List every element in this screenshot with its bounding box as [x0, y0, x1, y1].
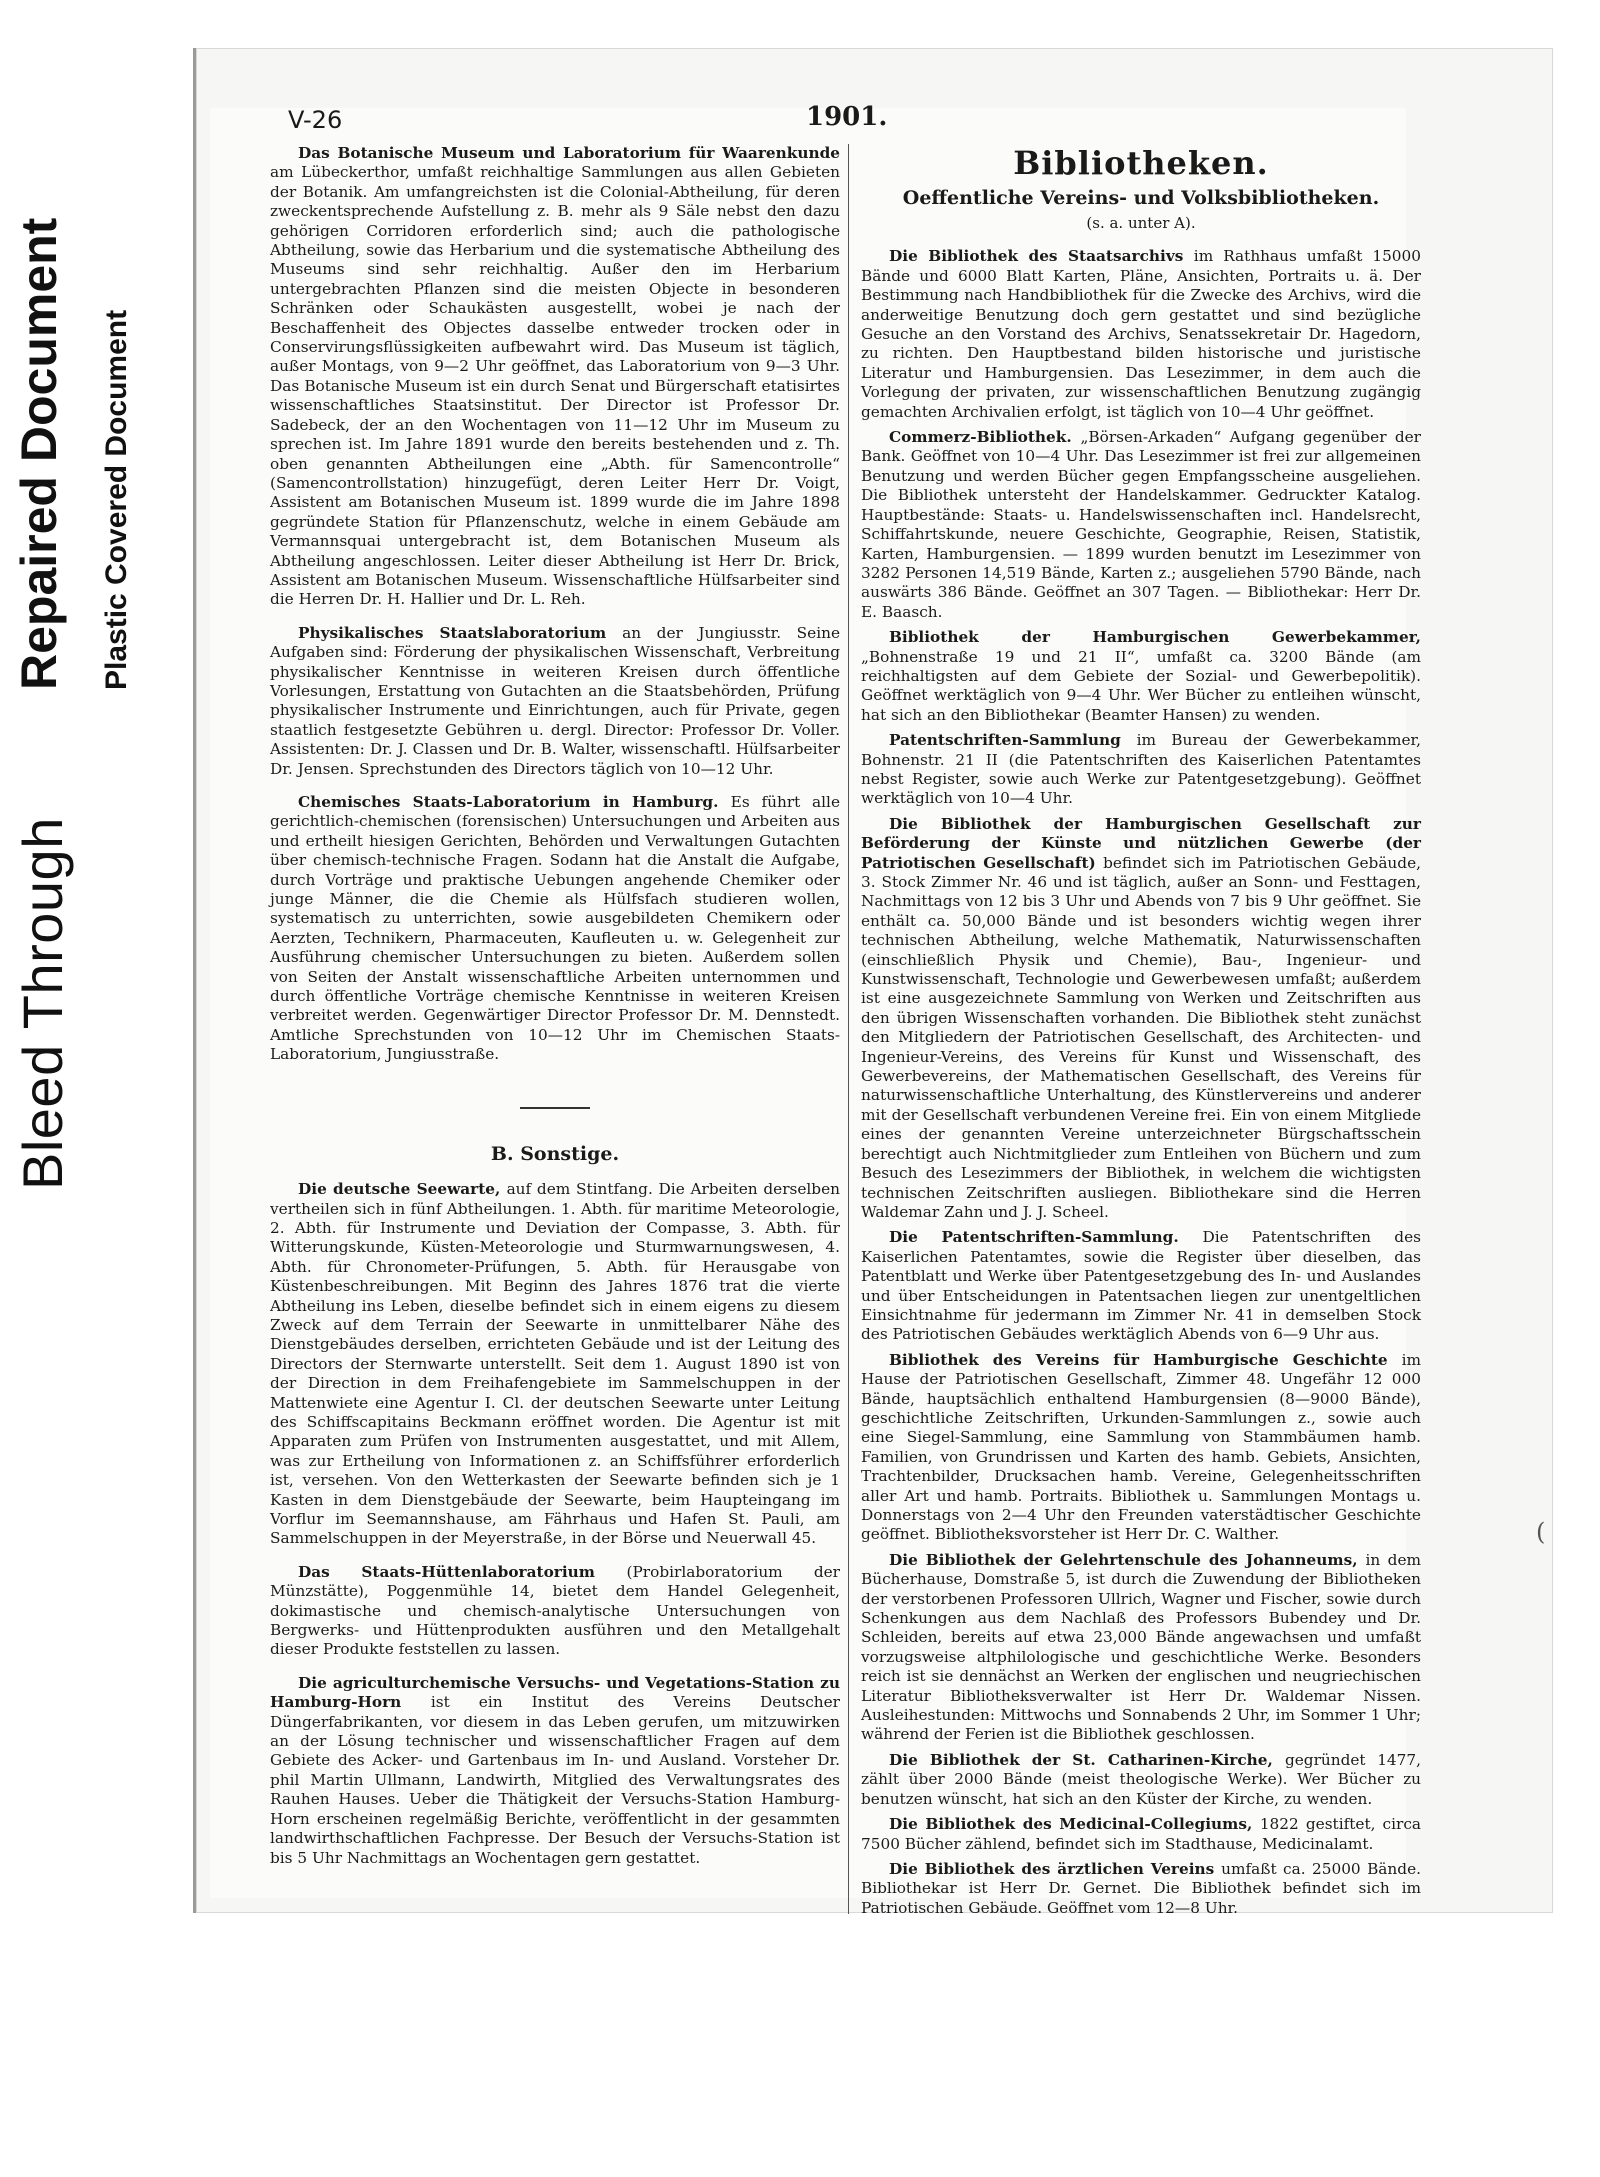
entry-title: Chemisches Staats-Laboratorium in Hamburg. [298, 793, 731, 811]
left-column [270, 144, 840, 1882]
entry-text: auf dem Stintfang. Die Arbeiten derselben vertheilen sich in fünf Abtheilungen. 1. Abth. für maritime Meteorologie, 2. Abth. für Instrumente und Deviation der Compasse, 3. Abth. für Witterungskunde, Küsten-Meteorologie und Sturmwarnungswesen, 4. Abth. für Chronometer-Prüfungen, 5. Abth. für Herausgabe von Küstenbeschreibungen. Mit Beginn des Jahres 1876 trat die vierte Abtheilung ins Leben, dieselbe befindet sich in einem eigens zu diesem Zweck auf dem Terrain der Seewarte in unmittelbarer Nähe des Dienstgebäudes derselben, errichteten Gebäude und ist der Leitung des Directors der Sternwarte unterstellt. Seit dem 1. August 1890 ist von der Direction in dem Freihafengebiete im Sammelschuppen in der Mattenwiete eine Agentur I. Cl. der deutschen Seewarte unter Leitung des Schiffscapitains Beckmann eröffnet worden. Die Agentur ist mit Apparaten zum Prüfen von Instrumenten ausgestattet, und mit Allem, was zur Ertheilung von Informationen z. an Schiffsführer erforderlich ist, versehen. Von den Wetterkasten der Seewarte befinden sich je 1 Kasten in dem Dienstgebäude der Seewarte, beim Haupteingang im Vorflur im Seemannshause, am Fährhaus und Hafen St. Pauli, am Sammelschuppen in der Meyerstraße, in der Börse und Neuerwall 45. [270, 1180, 840, 1548]
entry-title: Die Bibliothek des Medicinal-Collegiums, [889, 1815, 1260, 1834]
scanned-page [193, 48, 1553, 1917]
entry-seewarte [270, 1180, 840, 1549]
entry-text: „Börsen-Arkaden“ Aufgang gegenüber der Bank. Geöffnet von 10—4 Uhr. Das Lesezimmer ist frei zur allgemeinen Benutzung und werden Bücher gegen Empfangsscheine ausgeliehen. Die Bibliothek untersteht der Handelskammer. Gedruckter Katalog. Hauptbestände: Staats- u. Handelswissenschaften incl. Handelsrecht, Schiffahrtskunde, neuere Geschichte, Geographie, Reisen, Statistik, Karten, Hamburgensien. — 1899 wurden benutzt im Lesezimmer von 3282 Personen 14,519 Bände, Karten z.; ausgeliehen 5790 Bände, nach auswärts 386 Bände. Geöffnet an 307 Tagen. — Bibliothekar: Herr Dr. E. Baasch. [861, 428, 1421, 621]
entry-text: im Hause der Patriotischen Gesellschaft, Zimmer 48. Ungefähr 12 000 Bände, hauptsächlich enthaltend Hamburgensien (8—9000 Bände), geschichtliche Zeitschriften, Urkunden-Sammlungen z., sowie auch eine Siegel-Sammlung, eine Sammlung von Stammbäumen hamb. Familien, von Grundrissen und Karten des hamb. Gebiets, Ansichten, Trachtenbilder, Drucksachen hamb. Vereine, Gelegenheitsschriften aller Art und hamb. Portraits. Bibliothek u. Sammlungen Montags u. Donnerstags von 2—4 Uhr den Freunden vaterstädtischer Geschichte geöffnet. Bibliotheksvorsteher ist Herr Dr. C. Walther. [861, 1350, 1421, 1544]
stamp-repaired-document: Repaired Document [11, 217, 67, 690]
entry-text: in dem Bücherhause, Domstraße 5, ist durch die Zuwendung der Bibliotheken der verstorbenen Professoren Ullrich, Wagner und Fischer, sowie durch Schenkungen aus dem Nachlaß des Professors Bubendey und Dr. Schleiden, bereits auf etwa 23,000 Bände angewachsen und umfaßt vorzugsweise altphilologische und geschichtliche Werke. Besonders reich ist sie dennächst an Werken der englischen und neugriechischen Literatur Bibliotheksverwalter ist Herr Dr. Waldemar Nissen. Ausleihestunden: Mittwochs und Sonnabends 2 Uhr, im Sommer 1 Uhr; während der Ferien ist die Bibliothek geschlossen. [861, 1550, 1421, 1744]
entry-botanical-museum [270, 144, 840, 610]
right-column [861, 144, 1421, 1924]
page-year: 1901. [806, 102, 888, 132]
entry-text: im Rathhaus umfaßt 15000 Bände und 6000 Blatt Karten, Pläne, Ansichten, Portraits u. ä. Der Bestimmung nach Handbibliothek für die Zwecke des Archivs, wird die anderweitige Benutzung doch gern gestattet und sind bezügliche Gesuche an den Vorstand des Archivs, Senatssekretair Dr. Hagedorn, zu richten. Den Hauptbestand bilden historische und juristische Literatur und Hamburgensien. Das Lesezimmer, in dem auch die Vorlegung der privaten, zur wissenschaftlichen Benutzung zugängig gemachten Archivalien erfolgt, ist täglich von 10—4 Uhr geöffnet. [861, 247, 1422, 421]
entry-text: Die Patentschriften des Kaiserlichen Patentamtes, sowie die Register über dieselben, das Patentblatt und Werke über Patentgesetzgebung des In- und Auslandes und über Entscheidungen in Patentsachen liegen zur unentgeltlichen Einsichtnahme für jedermann im Zimmer Nr. 41 in demselben Stock des Patriotischen Gebäudes werktäglich Abends von 6—9 Uhr aus. [861, 1228, 1421, 1344]
entry-title: Die agriculturchemische Versuchs- und Vegetations-Station zu Hamburg-Horn [270, 1673, 840, 1712]
entry-chemistry-lab [270, 793, 840, 1065]
entry-title: Physikalisches Staatslaboratorium [298, 623, 623, 642]
entry-patent-collection [861, 731, 1421, 809]
entry-medicinal-library [861, 1815, 1421, 1854]
entry-text: Es führt alle gerichtlich-chemischen (forensischen) Untersuchungen und Arbeiten aus und ertheilt hiesigen Gerichten, Behörden und Verwaltungen Gutachten über chemisch-technische Fragen. Sodann hat die Anstalt die Aufgabe, durch Vorträge und praktische Uebungen angehende Chemiker oder junge Männer, die die Chemie als Hülfsfach studieren wollen, systematisch zu unterrichten, sowie ausgebildeten Chemikern oder Aerzten, Technikern, Pharmaceuten, Kaufleuten u. w. Gelegenheit zur Ausführung chemischer Untersuchungen zu bieten. Außerdem sollen von Seiten der Anstalt wissenschaftliche Arbeiten unternommen und durch öffentliche Vorträge chemische Kenntnisse in weiteren Kreisen verbreitet werden. Gegenwärtiger Director Professor Dr. M. Dennstedt. Amtliche Sprechstunden von 10—12 Uhr im Chemischen Staats-Laboratorium, Jungiusstraße. [270, 793, 841, 1064]
entry-text: 1822 gestiftet, circa 7500 Bücher zählend, befindet sich im Stadthause, Medicinalamt. [861, 1815, 1422, 1853]
entry-title: Die Bibliothek des Staatsarchivs [889, 247, 1194, 266]
entry-text: im Bureau der Gewerbekammer, Bohnenstr. 21 II (die Patentschriften des Kaiserlichen Patentamtes nebst Register, sowie auch Werke zur Patentgesetzgebung). Geöffnet werktäglich von 10—4 Uhr. [861, 731, 1422, 808]
entry-title: Bibliothek des Vereins für Hamburgische Geschichte [889, 1350, 1402, 1369]
section-divider [520, 1107, 590, 1109]
entry-text: ist ein Institut des Vereins Deutscher Düngerfabrikanten, vor diesem in das Leben gerufen, um mitzuwirken an der Lösung technischer und wissenschaftlicher Fragen auf dem Gebiete des Acker- und Gartenbaus im In- und Ausland. Vorsteher Dr. phil Martin Ullmann, Landwirth, Mitglied des Verwaltungsrates des Rauhen Hauses. Ueber die Thätigkeit der Versuchs-Station Hamburg-Horn erscheinen regelmäßig Berichte, veröffentlicht in der gesammten landwirthschaftlichen Fachpresse. Der Besuch der Versuchs-Station ist bis 5 Uhr Nachmittags an Wochentagen gern gestattet. [270, 1693, 840, 1867]
entry-text: umfaßt ca. 25000 Bände. Bibliothekar ist Herr Dr. Gernet. Die Bibliothek befindet sich im Patriotischen Gebäude. Geöffnet vom 12—8 Uhr. [861, 1859, 1421, 1917]
entry-title: Das Staats-Hüttenlaboratorium [298, 1562, 627, 1581]
entry-patriotic-society-library [861, 815, 1421, 1223]
stamp-bleed-through: Bleed Through [11, 817, 74, 1190]
entry-title: Commerz-Bibliothek. [889, 428, 1081, 447]
section-title: Bibliotheken. [1013, 144, 1269, 182]
section-subtitle: Oeffentliche Vereins- und Volksbibliotheken. [902, 187, 1380, 209]
entry-text: an der Jungiusstr. Seine Aufgaben sind: Förderung der physikalischen Wissenschaft, Verbreitung physikalischer Kenntnisse in weiteren Kreisen durch öffentliche Vorlesungen, Erstattung von Gutachten an die Staatsbehörden, Prüfung physikalischer Instrumente und Einrichtungen, auch für Private, gegen staatlich festgesetzte Gebühren u. dergl. Director: Professor Dr. Voller. Assistenten: Dr. J. Classen und Dr. B. Walter, wissenschaftl. Hülfsarbeiter Dr. Jensen. Sprechstunden des Directors täglich von 10—12 Uhr. [270, 623, 840, 778]
entry-patentschriften-sammlung [861, 1228, 1421, 1344]
entry-catharinen-library [861, 1751, 1421, 1809]
entry-title: Die Bibliothek der Gelehrtenschule des Johanneums, [889, 1550, 1366, 1569]
entry-text: gegründet 1477, zählt über 2000 Bände (meist theologische Werke). Wer Bücher zu benutzen wünscht, hat sich an den Küster der Kirche, zu wenden. [861, 1750, 1421, 1808]
stamp-plastic-covered: Plastic Covered Document [100, 309, 133, 690]
entry-commerz-library [861, 428, 1421, 622]
entry-text: „Bohnenstraße 19 und 21 II“, umfaßt ca. 3200 Bände (am reichhaltigsten auf dem Gebiete der Sozial- und Gewerbepolitik). Geöffnet werktäglich von 9—4 Uhr. Wer Bücher zu entleihen wünscht, hat sich an den Bibliothekar (Beamter Hansen) zu wenden. [861, 647, 1421, 724]
entry-text: befindet sich im Patriotischen Gebäude, 3. Stock Zimmer Nr. 46 und ist täglich, außer an Sonn- und Festtagen, Nachmittags von 12 bis 3 Uhr und Abends von 7 bis 9 Uhr geöffnet. Sie enthält ca. 50,000 Bände und ist besonders wichtig wegen ihrer technischen Abtheilung, welche Mathematik, Naturwissenschaften (einschließlich Physik und Chemie), Bau-, Ingenieur- und Kunstwissenschaft, Technologie und Gewerbewesen umfaßt; außerdem ist eine ausgezeichnete Sammlung von Werken und Zeitschriften aus den übrigen Wissenschaften vorhanden. Die Bibliothek steht zunächst den Mitgliedern der Patriotischen Gesellschaft, des Architecten- und Ingenieur-Vereins, des Vereins für Kunst und Wissenschaft, des Gewerbevereins, der Mathematischen Gesellschaft, des Vereins für naturwissenschaftliche Unterhaltung, des Künstlervereins und anderer mit der Gesellschaft verbundenen Vereine frei. Ein von einem Mitgliede eines der genannten Vereine unterzeichneter Bürgschaftsschein berechtigt auch Nichtmitglieder zum Entleihen von Büchern und zum Besuch des Lesezimmers der Bibliothek, in welchem die wichtigsten technischen Zeitschriften ausliegen. Bibliothekare sind die Herren Waldemar Zahn und J. J. Scheel. [861, 853, 1421, 1221]
entry-text: (Probirlaboratorium der Münzstätte), Poggenmühle 14, bietet dem Handel Gelegenheit, dokimastische und chemisch-analytische Untersuchungen von Bergwerks- und Hüttenprodukten ausführen und den Metallgehalt dieser Produkte feststellen zu lassen. [270, 1562, 840, 1659]
column-divider [848, 144, 849, 1914]
entry-huettenlaboratorium [270, 1563, 840, 1660]
entry-text: am Lübeckerthor, umfaßt reichhaltige Sammlungen aus allen Gebieten der Botanik. Am umfangreichsten ist die Colonial-Abtheilung, für deren zweckentsprechende Aufstellung z. B. mehr als 9 Säle nebst den dazu gehörigen Corridoren erforderlich sind; auch die pathologische Abtheilung, sowie das Herbarium und die systematische Abtheilung des Museums sind sehr reichhaltig. Außer den im Herbarium untergebrachten Pflanzen sind die meisten Objecte in besonderen Schränken oder Schaukästen ausgestellt, wobei je nach der Beschaffenheit des Objectes dasselbe entweder trocken oder in Conservirungsflüssigkeiten aufbewahrt wird. Das Museum ist täglich, außer Montags, von 9—2 Uhr geöffnet, das Laboratorium von 9—3 Uhr. Das Botanische Museum ist ein durch Senat und Bürgerschaft etatisirtes wissenschaftliches Staatsinstitut. Der Director ist Professor Dr. Sadebeck, der an den Wochentagen von 11—12 Uhr im Museum zu sprechen ist. Im Jahre 1891 wurde den bereits bestehenden und z. Th. oben genannten Abtheilungen eine „Abth. für Samencontrolle“ (Samencontrollstation) hinzugefügt, deren Leiter Herr Dr. Voigt, Assistent am Botanischen Museum ist. 1899 wurde die im Jahre 1898 gegründete Station für Pflanzenschutz, welche in einem Gebäude am Vermannsquai untergebracht ist, dem Botanischen Museum als Abtheilung angeschlossen. Leiter dieser Abtheilung ist Herr Dr. Brick, Assistent am Botanischen Museum. Wissenschaftliche Hülfsarbeiter sind die Herren Dr. H. Hallier und Dr. L. Reh. [270, 163, 840, 609]
page-number: V-26 [288, 106, 343, 134]
entry-johanneum-library [861, 1551, 1421, 1745]
entry-title: Die Bibliothek der Hamburgischen Gesellschaft zur Beförderung der Künste und nützlichen Gewerbe (der Patriotischen Gesellschaft) [861, 814, 1421, 872]
section-note: (s. a. unter A). [1086, 214, 1196, 232]
entry-staatsarchiv-library [861, 247, 1421, 422]
entry-gewerbekammer-library [861, 628, 1421, 725]
section-heading-b: B. Sonstige. [490, 1142, 620, 1165]
entry-physics-lab [270, 624, 840, 779]
entry-medical-society-library [861, 1860, 1421, 1918]
entry-history-society-library [861, 1351, 1421, 1545]
entry-title: Bibliothek der Hamburgischen Gewerbekammer, [889, 628, 1421, 647]
entry-title: Die deutsche Seewarte, [298, 1180, 507, 1199]
entry-versuchsstation [270, 1674, 840, 1868]
entry-title: Die Patentschriften-Sammlung. [889, 1228, 1203, 1247]
entry-title: Die Bibliothek des ärztlichen Vereins [889, 1859, 1222, 1878]
entry-title: Die Bibliothek der St. Catharinen-Kirche, [889, 1750, 1285, 1769]
edge-mark: ( [1536, 1518, 1546, 1546]
entry-title: Patentschriften-Sammlung [889, 731, 1137, 750]
entry-title: Das Botanische Museum und Laboratorium für Waarenkunde [298, 144, 840, 162]
